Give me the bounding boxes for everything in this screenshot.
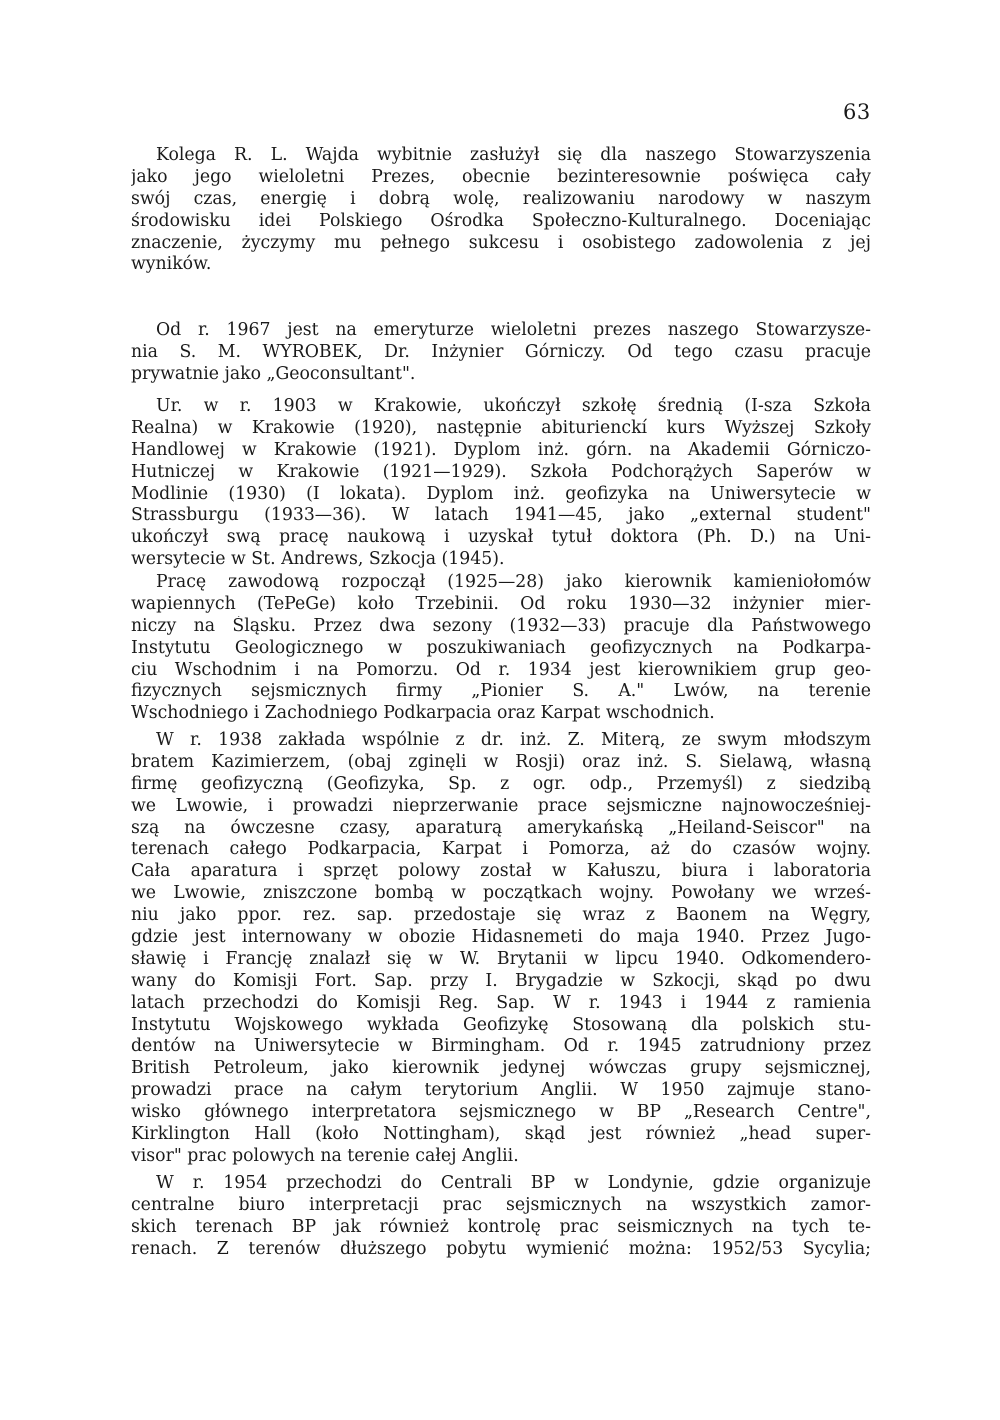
text-line: Strassburgu (1933—36). W latach 1941—45, jako „external student" [131,505,871,526]
paragraph-2 [131,320,871,386]
text-line: bratem Kazimierzem, (obaj zginęli w Rosji) oraz inż. S. Sielawą, własną [131,751,871,772]
text-line: szą na ówczesne czasy, aparaturą amerykańską „Heiland-Seiscor" na [131,817,871,838]
text-line: niczy na Śląsku. Przez dwa sezony (1932—33) pracuje dla Państwowego [131,615,871,636]
text-line: wersytecie w St. Andrews, Szkocja (1945). [131,549,505,570]
text-line: Pracę zawodową rozpoczął (1925—28) jako kierownik kamieniołomów [156,572,871,592]
text-line: Realna) w Krakowie (1920), następnie abiturienckí kurs Wyższej Szkoły [131,417,871,438]
text-line: Handlowej w Krakowie (1921). Dyplom inż. górn. na Akademii Górniczo- [131,439,871,460]
text-line: środowisku idei Polskiego Ośrodka Społeczno-Kulturalnego. Doceniając [131,210,871,231]
text-line: we Lwowie, zniszczone bombą w początkach wojny. Powołany we wrześ- [131,883,871,904]
text-line: jako jego wieloletni Prezes, obecnie bezinteresownie poświęca cały [131,166,871,187]
text-line: W r. 1954 przechodzi do Centrali BP w Londynie, gdzie organizuje [156,1173,871,1193]
text-line: firmę geofizyczną (Geofizyka, Sp. z ogr. odp., Przemyśl) z siedzibą [131,773,871,794]
text-line: renach. Z terenów dłuższego pobytu wymienić można: 1952/53 Sycylia; [131,1238,871,1259]
text-line: nia S. M. WYROBEK, Dr. Inżynier Górniczy. Od tego czasu pracuje [131,341,871,362]
text-line: terenach całego Podkarpacia, Karpat i Pomorza, aż do czasów wojny. [131,839,871,860]
paragraph-5 [131,730,871,1168]
text-line: swój czas, energię i dobrą wolę, realizowaniu narodowy w naszym [131,188,871,209]
text-line: skich terenach BP jak również kontrolę prac seismicznych na tych te- [131,1216,871,1237]
text-line: wisko głównego interpretatora sejsmicznego w BP „Research Centre", [131,1102,871,1123]
text-line: Ur. w r. 1903 w Krakowie, ukończył szkołę średnią (I-sza Szkoła [156,396,871,416]
text-line: sławię i Francję znalazł się w W. Brytanii w lipcu 1940. Odkomendero- [131,948,871,969]
text-line: we Lwowie, i prowadzi nieprzerwanie prace sejsmiczne najnowocześniej- [131,795,871,816]
text-line: ukończył swą pracę naukową i uzyskał tytuł doktora (Ph. D.) na Uni- [131,527,871,548]
text-line: Modlinie (1930) (I lokata). Dyplom inż. geofizyka na Uniwersytecie w [131,483,871,504]
text-line: centralne biuro interpretacji prac sejsmicznych na wszystkich zamor- [131,1194,871,1215]
text-line: wapiennych (TePeGe) koło Trzebinii. Od roku 1930—32 inżynier mier- [131,593,871,614]
text-line: Hutniczej w Krakowie (1921—1929). Szkoła Podchorążych Saperów w [131,461,871,482]
text-line: gdzie jest internowany w obozie Hidasnemeti do maja 1940. Przez Jugo- [131,927,871,948]
text-line: visor" prac polowych na terenie całej Anglii. [131,1145,519,1166]
text-line: Od r. 1967 jest na emeryturze wieloletni prezes naszego Stowarzysze- [156,320,871,340]
text-line: Instytutu Geologicznego w poszukiwaniach geofizycznych na Podkarpa- [131,637,871,658]
text-line: Kolega R. L. Wajda wybitnie zasłużył się dla naszego Stowarzyszenia [156,145,871,165]
text-line: prywatnie jako „Geoconsultant". [131,363,416,384]
text-line: Cała aparatura i sprzęt polowy został w Kałuszu, biura i laboratoria [131,861,871,882]
text-line: British Petroleum, jako kierownik jedynej wówczas grupy sejsmicznej, [131,1058,871,1079]
paragraph-6 [131,1173,871,1261]
text-line: Wschodniego i Zachodniego Podkarpacia oraz Karpat wschodnich. [131,703,715,724]
paragraph-3 [131,396,871,571]
text-line: znaczenie, życzymy mu pełnego sukcesu i osobistego zadowolenia z jej [131,232,871,253]
text-line: wyników. [131,254,212,275]
page-number: 63 [843,100,871,124]
text-line: dentów na Uniwersytecie w Birmingham. Od r. 1945 zatrudniony przez [131,1036,871,1057]
text-line: latach przechodzi do Komisji Reg. Sap. W r. 1943 i 1944 z ramienia [131,992,871,1013]
text-line: Instytutu Wojskowego wykłada Geofizykę Stosowaną dla polskich stu- [131,1014,871,1035]
text-line: wany do Komisji Fort. Sap. przy I. Brygadzie w Szkocji, skąd po dwu [131,970,871,991]
text-line: fizycznych sejsmicznych firmy „Pionier S. A." Lwów, na terenie [131,681,871,702]
text-line: W r. 1938 zakłada wspólnie z dr. inż. Z. Miterą, ze swym młodszym [156,730,871,750]
paragraph-4 [131,572,871,725]
paragraph-1 [131,145,871,276]
text-line: prowadzi prace na całym terytorium Anglii. W 1950 zajmuje stano- [131,1080,871,1101]
text-line: Kirklington Hall (koło Nottingham), skąd jest również „head super- [131,1124,871,1145]
text-line: ciu Wschodnim i na Pomorzu. Od r. 1934 jest kierownikiem grup geo- [131,659,871,680]
text-line: niu jako ppor. rez. sap. przedostaje się wraz z Baonem na Węgry, [131,905,871,926]
